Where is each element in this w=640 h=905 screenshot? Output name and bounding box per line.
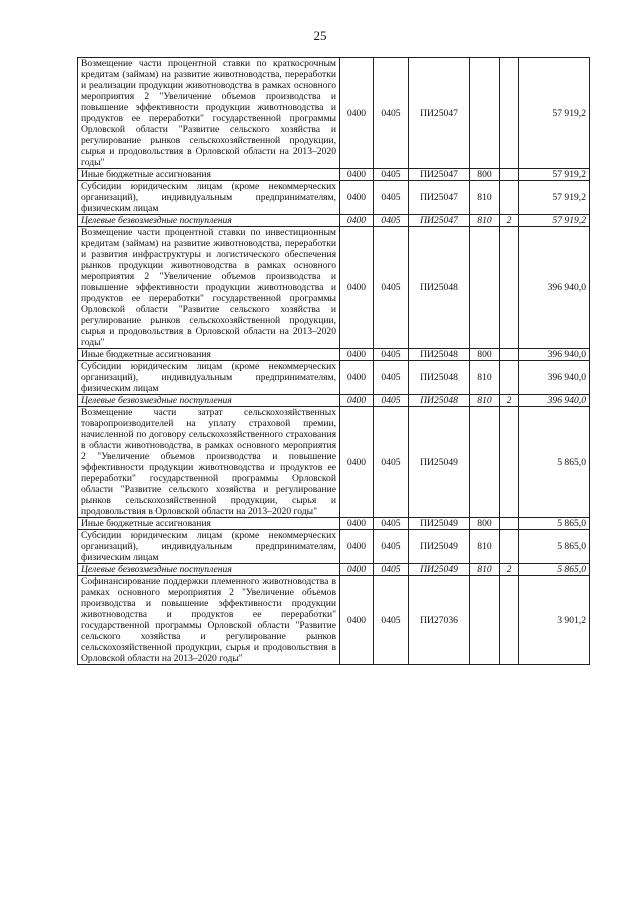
cell-amount: 57 919,2 [519, 181, 590, 215]
cell-subsection-code: 0405 [374, 576, 409, 665]
table-row [78, 169, 590, 181]
cell-amount: 3 901,2 [519, 576, 590, 665]
table-row [78, 58, 590, 169]
cell-expense-type [470, 407, 500, 518]
cell-target-article: ПИ25049 [409, 564, 470, 576]
cell-description: Субсидии юридическим лицам (кроме некоммерческих организаций), индивидуальным предпринимателям, физическим лицам [78, 361, 340, 395]
cell-expense-type: 810 [470, 215, 500, 227]
table-row [78, 181, 590, 215]
cell-section-code: 0400 [340, 181, 374, 215]
cell-section-code: 0400 [340, 395, 374, 407]
cell-subsection-code: 0405 [374, 518, 409, 530]
cell-expense-type: 810 [470, 181, 500, 215]
cell-subsection-code: 0405 [374, 407, 409, 518]
cell-target-article: ПИ25049 [409, 530, 470, 564]
cell-subsection-code: 0405 [374, 58, 409, 169]
cell-source [500, 407, 519, 518]
cell-expense-type: 810 [470, 361, 500, 395]
cell-description: Целевые безвозмездные поступления [78, 395, 340, 407]
cell-amount: 396 940,0 [519, 349, 590, 361]
cell-expense-type [470, 227, 500, 349]
cell-target-article: ПИ25048 [409, 361, 470, 395]
cell-section-code: 0400 [340, 227, 374, 349]
cell-description: Целевые безвозмездные поступления [78, 564, 340, 576]
cell-source: 2 [500, 564, 519, 576]
table-row [78, 349, 590, 361]
cell-source [500, 58, 519, 169]
cell-section-code: 0400 [340, 169, 374, 181]
cell-expense-type: 810 [470, 564, 500, 576]
cell-subsection-code: 0405 [374, 564, 409, 576]
cell-amount: 396 940,0 [519, 361, 590, 395]
cell-subsection-code: 0405 [374, 169, 409, 181]
table-row [78, 518, 590, 530]
cell-target-article: ПИ25049 [409, 407, 470, 518]
cell-target-article: ПИ25048 [409, 349, 470, 361]
cell-amount: 5 865,0 [519, 564, 590, 576]
table-row [78, 361, 590, 395]
page-number: 25 [313, 28, 327, 43]
cell-section-code: 0400 [340, 576, 374, 665]
cell-target-article: ПИ25047 [409, 215, 470, 227]
cell-section-code: 0400 [340, 530, 374, 564]
cell-target-article: ПИ25049 [409, 518, 470, 530]
cell-source [500, 576, 519, 665]
table-row [78, 564, 590, 576]
cell-source [500, 361, 519, 395]
cell-description: Субсидии юридическим лицам (кроме некоммерческих организаций), индивидуальным предпринимателям, физическим лицам [78, 530, 340, 564]
cell-target-article: ПИ25047 [409, 58, 470, 169]
cell-expense-type: 800 [470, 169, 500, 181]
cell-amount: 396 940,0 [519, 395, 590, 407]
cell-description: Софинансирование поддержки племенного животноводства в рамках основного мероприятия 2 "Увеличение объемов производства и повышение эффективности продукции животноводства и продуктов ее переработки" государственной программы Орловской области "Развитие сельского хозяйства и регулирование рынков сельскохозяйственной продукции, сырья и продовольствия в Орловской области на 2013–2020 годы" [78, 576, 340, 665]
cell-description: Возмещение части процентной ставки по краткосрочным кредитам (займам) на развитие животноводства, переработки и реализации продукции животноводства в рамках основного мероприятия 2 "Увеличение объемов производства и повышение эффективности продукции животноводства и продуктов ее переработки" государственной программы Орловской области "Развитие сельского хозяйства и регулирование рынков сельскохозяйственной продукции, сырья и продовольствия в Орловской области на 2013–2020 годы" [78, 58, 340, 169]
cell-expense-type: 800 [470, 518, 500, 530]
cell-amount: 5 865,0 [519, 530, 590, 564]
cell-subsection-code: 0405 [374, 349, 409, 361]
cell-target-article: ПИ25047 [409, 181, 470, 215]
cell-amount: 57 919,2 [519, 169, 590, 181]
cell-amount: 57 919,2 [519, 215, 590, 227]
cell-target-article: ПИ25047 [409, 169, 470, 181]
cell-subsection-code: 0405 [374, 181, 409, 215]
cell-amount: 5 865,0 [519, 407, 590, 518]
budget-table-body [78, 58, 590, 665]
table-row [78, 576, 590, 665]
table-row [78, 395, 590, 407]
cell-source [500, 169, 519, 181]
cell-expense-type: 800 [470, 349, 500, 361]
cell-source [500, 518, 519, 530]
cell-description: Иные бюджетные ассигнования [78, 169, 340, 181]
cell-subsection-code: 0405 [374, 361, 409, 395]
cell-description: Иные бюджетные ассигнования [78, 518, 340, 530]
cell-amount: 396 940,0 [519, 227, 590, 349]
cell-source: 2 [500, 215, 519, 227]
cell-section-code: 0400 [340, 407, 374, 518]
cell-subsection-code: 0405 [374, 395, 409, 407]
cell-expense-type: 810 [470, 395, 500, 407]
cell-target-article: ПИ25048 [409, 227, 470, 349]
cell-description: Иные бюджетные ассигнования [78, 349, 340, 361]
cell-source [500, 349, 519, 361]
cell-target-article: ПИ27036 [409, 576, 470, 665]
cell-source [500, 227, 519, 349]
cell-subsection-code: 0405 [374, 227, 409, 349]
table-row [78, 530, 590, 564]
cell-source [500, 530, 519, 564]
cell-section-code: 0400 [340, 361, 374, 395]
cell-section-code: 0400 [340, 349, 374, 361]
cell-section-code: 0400 [340, 564, 374, 576]
cell-section-code: 0400 [340, 518, 374, 530]
cell-source [500, 181, 519, 215]
cell-expense-type [470, 58, 500, 169]
cell-subsection-code: 0405 [374, 215, 409, 227]
cell-section-code: 0400 [340, 58, 374, 169]
cell-expense-type [470, 576, 500, 665]
table-row [78, 227, 590, 349]
cell-amount: 57 919,2 [519, 58, 590, 169]
table-row [78, 407, 590, 518]
cell-section-code: 0400 [340, 215, 374, 227]
cell-description: Возмещение части процентной ставки по инвестиционным кредитам (займам) на развитие животноводства, переработки и развития инфраструктуры и логистического обеспечения рынков продукции животноводства в рамках основного мероприятия 2 "Увеличение объемов производства и повышение эффективности продукции животноводства и продуктов ее переработки" государственной программы Орловской области "Развитие сельского хозяйства и регулирование рынков сельскохозяйственной продукции, сырья и продовольствия в Орловской области на 2013–2020 годы" [78, 227, 340, 349]
cell-amount: 5 865,0 [519, 518, 590, 530]
cell-expense-type: 810 [470, 530, 500, 564]
cell-target-article: ПИ25048 [409, 395, 470, 407]
cell-description: Субсидии юридическим лицам (кроме некоммерческих организаций), индивидуальным предпринимателям, физическим лицам [78, 181, 340, 215]
cell-description: Целевые безвозмездные поступления [78, 215, 340, 227]
table-row [78, 215, 590, 227]
cell-source: 2 [500, 395, 519, 407]
cell-description: Возмещение части затрат сельскохозяйственных товаропроизводителей на уплату страховой премии, начисленной по договору сельскохозяйственного страхования в области животноводства, в рамках основного мероприятия 2 "Увеличение объемов производства и повышение эффективности продукции животноводства и продуктов ее переработки" государственной программы Орловской области "Развитие сельского хозяйства и регулирование рынков сельскохозяйственной продукции, сырья и продовольствия в Орловской области на 2013–2020 годы" [78, 407, 340, 518]
budget-table [77, 57, 590, 665]
cell-subsection-code: 0405 [374, 530, 409, 564]
